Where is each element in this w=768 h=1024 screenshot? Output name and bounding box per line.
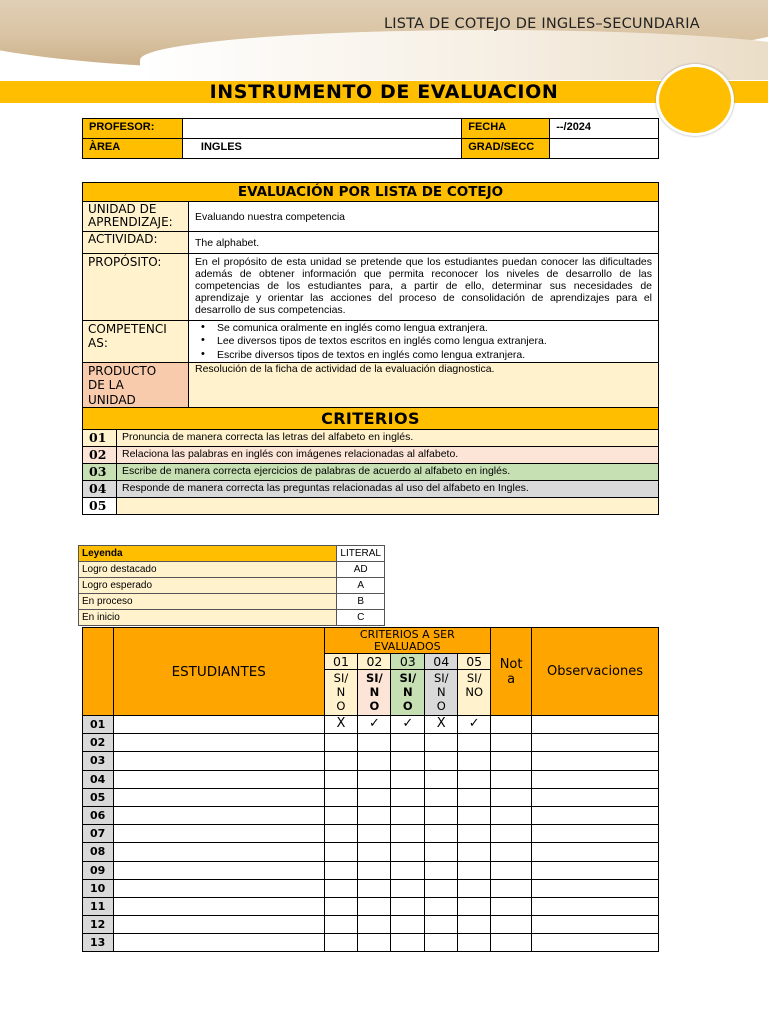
criterio-mark-cell[interactable] [425, 897, 458, 915]
criterio-mark-cell[interactable] [358, 861, 391, 879]
criterio-mark-cell[interactable] [458, 825, 491, 843]
student-name-cell[interactable] [113, 825, 324, 843]
criterio-col-number: 02 [358, 654, 391, 670]
producto-label-line3: UNIDAD [88, 392, 136, 407]
legend-label: En proceso [79, 594, 337, 610]
observaciones-cell[interactable] [532, 879, 659, 897]
estudiantes-header: ESTUDIANTES [113, 628, 324, 716]
criterio-col-number: 04 [425, 654, 458, 670]
si-no-text: O [402, 699, 413, 713]
criterios-header [324, 628, 491, 654]
criterio-mark-cell[interactable] [324, 934, 358, 952]
observaciones-cell[interactable] [532, 788, 659, 806]
student-name-cell[interactable] [113, 934, 324, 952]
criterio-text: Responde de manera correcta las preguntas relacionadas al uso del alfabeto en Ingles. [117, 481, 659, 498]
criterio-mark-cell[interactable] [324, 861, 358, 879]
student-row-number: 12 [83, 916, 114, 934]
criterio-mark-cell[interactable]: X [324, 716, 358, 734]
student-row-number: 10 [83, 879, 114, 897]
criterio-mark-cell[interactable] [391, 752, 425, 770]
criterio-mark-cell[interactable] [324, 734, 358, 752]
nota-cell[interactable] [491, 879, 532, 897]
student-name-cell[interactable] [113, 861, 324, 879]
criterio-mark-cell[interactable] [458, 770, 491, 788]
student-name-cell[interactable] [113, 716, 324, 734]
actividad-label: ACTIVIDAD: [83, 232, 189, 254]
student-row [83, 806, 659, 824]
criterio-mark-cell[interactable] [458, 752, 491, 770]
criterio-number: 01 [83, 430, 117, 447]
criterio-mark-cell[interactable] [425, 752, 458, 770]
student-row-number: 04 [83, 770, 114, 788]
criterio-mark-cell[interactable] [425, 825, 458, 843]
student-row-number: 01 [83, 716, 114, 734]
nota-header-line2: a [507, 671, 516, 687]
criterio-mark-cell[interactable] [425, 788, 458, 806]
fecha-label: FECHA [462, 119, 550, 139]
nota-cell[interactable] [491, 897, 532, 915]
producto-label-line2: DE LA [88, 378, 124, 393]
criterio-mark-cell[interactable] [324, 897, 358, 915]
criterio-mark-cell[interactable] [391, 806, 425, 824]
unidad-value[interactable]: Evaluando nuestra competencia [189, 202, 659, 232]
evaluation-table [82, 182, 659, 515]
legend-header: Leyenda [79, 546, 337, 562]
competencia-item: • Lee diversos tipos de textos escritos en inglés como lengua extranjera. [195, 335, 652, 348]
student-row-number: 05 [83, 788, 114, 806]
criterio-mark-cell[interactable] [358, 770, 391, 788]
criterio-mark-cell[interactable] [358, 916, 391, 934]
competencias-label-line2: AS: [88, 336, 108, 350]
criterios-title: CRITERIOS [83, 408, 659, 430]
competencia-item: • Escribe diversos tipos de textos en inglés como lengua extranjera. [195, 349, 652, 362]
student-name-cell[interactable] [113, 788, 324, 806]
criterio-mark-cell[interactable] [391, 861, 425, 879]
criterio-mark-cell[interactable]: X [425, 716, 458, 734]
si-no-text: O [336, 699, 346, 713]
legend-value: C [337, 610, 385, 626]
criterio-mark-cell[interactable] [458, 734, 491, 752]
observaciones-cell[interactable] [532, 861, 659, 879]
criterio-mark-cell[interactable] [458, 843, 491, 861]
si-no-header [391, 670, 425, 716]
criterio-mark-cell[interactable] [458, 788, 491, 806]
observaciones-cell[interactable] [532, 825, 659, 843]
proposito-value[interactable]: En el propósito de esta unidad se pretende que los estudiantes puedan conocer las dificultades además de obtener información que permita reconocer los niveles de desarrollo de las competencias de los estudiantes para, a partir de ello, determinar sus necesidades de aprendizaje y orientar las acciones del proceso de consolidación de aprendizajes para el desarrollo de sus competencias. [189, 254, 659, 321]
unidad-label [83, 202, 189, 232]
student-row [83, 716, 659, 734]
competencias-label-line1: COMPETENCI [88, 322, 167, 336]
si-no-text: NO [465, 685, 483, 699]
criterio-mark-cell[interactable] [391, 843, 425, 861]
nota-cell[interactable] [491, 716, 532, 734]
student-row [83, 734, 659, 752]
student-name-cell[interactable] [113, 734, 324, 752]
si-no-text: N [403, 685, 413, 699]
observaciones-cell[interactable] [532, 897, 659, 915]
student-row [83, 825, 659, 843]
si-no-text: N [436, 685, 446, 699]
competencias-list [189, 321, 659, 363]
observaciones-header: Observaciones [532, 628, 659, 716]
unidad-label-line1: UNIDAD DE [88, 202, 157, 216]
criterio-mark-cell[interactable] [324, 843, 358, 861]
criterio-mark-cell[interactable] [391, 788, 425, 806]
evaluation-title: EVALUACIÓN POR LISTA DE COTEJO [83, 183, 659, 202]
criterio-mark-cell[interactable]: ✓ [358, 716, 391, 734]
criterio-mark-cell[interactable] [425, 934, 458, 952]
observaciones-cell[interactable] [532, 843, 659, 861]
criterio-mark-cell[interactable] [324, 916, 358, 934]
student-row [83, 916, 659, 934]
header-background [0, 0, 768, 80]
producto-label-line1: PRODUCTO [88, 363, 157, 378]
nota-cell[interactable] [491, 843, 532, 861]
si-no-text: O [369, 699, 380, 713]
legend-value: A [337, 578, 385, 594]
header-number-cell [83, 628, 114, 716]
criterio-mark-cell[interactable] [358, 934, 391, 952]
criterio-mark-cell[interactable] [324, 825, 358, 843]
criterio-mark-cell[interactable] [425, 879, 458, 897]
proposito-label: PROPÓSITO: [83, 254, 189, 321]
criterio-text[interactable] [117, 498, 659, 515]
criterio-mark-cell[interactable] [391, 897, 425, 915]
criterio-mark-cell[interactable] [358, 788, 391, 806]
nota-cell[interactable] [491, 934, 532, 952]
criterio-col-number: 03 [391, 654, 425, 670]
student-row [83, 879, 659, 897]
criterio-mark-cell[interactable] [458, 916, 491, 934]
criterio-mark-cell[interactable] [458, 934, 491, 952]
producto-label [83, 362, 189, 408]
criterio-mark-cell[interactable] [324, 879, 358, 897]
criterio-mark-cell[interactable] [391, 770, 425, 788]
legend-value: AD [337, 562, 385, 578]
observaciones-cell[interactable] [532, 934, 659, 952]
criterio-mark-cell[interactable] [391, 934, 425, 952]
criterio-mark-cell[interactable] [458, 879, 491, 897]
criterio-text: Pronuncia de manera correcta las letras del alfabeto en inglés. [117, 430, 659, 447]
student-row-number: 08 [83, 843, 114, 861]
student-name-cell[interactable] [113, 916, 324, 934]
student-row [83, 861, 659, 879]
student-row [83, 752, 659, 770]
si-no-header [324, 670, 358, 716]
criterio-mark-cell[interactable] [391, 825, 425, 843]
criterio-mark-cell[interactable] [358, 897, 391, 915]
criterio-mark-cell[interactable] [358, 825, 391, 843]
criterio-mark-cell[interactable] [425, 734, 458, 752]
si-no-text: SI/ [366, 671, 383, 685]
criterio-text: Escribe de manera correcta ejercicios de palabras de acuerdo al alfabeto en inglés. [117, 464, 659, 481]
nota-cell[interactable] [491, 916, 532, 934]
legend-label: Logro destacado [79, 562, 337, 578]
nota-cell[interactable] [491, 825, 532, 843]
criterio-mark-cell[interactable] [358, 806, 391, 824]
student-name-cell[interactable] [113, 897, 324, 915]
competencias-label [83, 321, 189, 363]
student-row [83, 897, 659, 915]
unidad-label-line2: APRENDIZAJE: [88, 215, 173, 229]
students-table [82, 627, 659, 952]
criterio-mark-cell[interactable] [425, 806, 458, 824]
student-row-number: 07 [83, 825, 114, 843]
page-title: INSTRUMENTO DE EVALUACION [209, 81, 559, 103]
observaciones-cell[interactable] [532, 734, 659, 752]
si-no-text: O [436, 699, 446, 713]
observaciones-cell[interactable] [532, 806, 659, 824]
nota-cell[interactable] [491, 806, 532, 824]
criterio-mark-cell[interactable] [358, 752, 391, 770]
student-row-number: 13 [83, 934, 114, 952]
student-row-number: 11 [83, 897, 114, 915]
student-row-number: 09 [83, 861, 114, 879]
decorative-circle [656, 64, 734, 136]
criterio-number: 03 [83, 464, 117, 481]
criterio-mark-cell[interactable]: ✓ [391, 716, 425, 734]
observaciones-cell[interactable] [532, 770, 659, 788]
criterio-mark-cell[interactable] [391, 879, 425, 897]
student-name-cell[interactable] [113, 752, 324, 770]
nota-cell[interactable] [491, 752, 532, 770]
si-no-header [458, 670, 491, 716]
si-no-header [358, 670, 391, 716]
student-row [83, 934, 659, 952]
student-row-number: 06 [83, 806, 114, 824]
legend-literal-header: LITERAL [337, 546, 385, 562]
legend-value: B [337, 594, 385, 610]
si-no-text: SI/ [399, 671, 417, 685]
legend-label: Logro esperado [79, 578, 337, 594]
criterios-header-line1: CRITERIOS A SER [359, 628, 455, 641]
criterio-mark-cell[interactable] [391, 734, 425, 752]
criterio-mark-cell[interactable] [324, 788, 358, 806]
nota-header [491, 628, 532, 716]
student-name-cell[interactable] [113, 879, 324, 897]
legend-table [78, 545, 385, 626]
criterio-number: 05 [83, 498, 117, 515]
nota-cell[interactable] [491, 734, 532, 752]
criterios-header-line2: EVALUADOS [374, 640, 441, 653]
criterio-mark-cell[interactable] [324, 752, 358, 770]
area-field[interactable]: INGLES [182, 139, 461, 159]
nota-cell[interactable] [491, 770, 532, 788]
fecha-field[interactable]: --/2024 [550, 119, 659, 139]
si-no-text: SI/ [433, 671, 449, 685]
criterio-text: Relaciona las palabras en inglés con imágenes relacionadas al alfabeto. [117, 447, 659, 464]
competencia-item: • Se comunica oralmente en inglés como lengua extranjera. [195, 322, 652, 335]
criterio-mark-cell[interactable] [458, 897, 491, 915]
area-label: ÀREA [83, 139, 183, 159]
si-no-text: SI/ [333, 671, 349, 685]
grado-field[interactable] [550, 139, 659, 159]
observaciones-cell[interactable] [532, 916, 659, 934]
criterio-number: 04 [83, 481, 117, 498]
criterio-mark-cell[interactable] [358, 734, 391, 752]
criterio-mark-cell[interactable] [425, 861, 458, 879]
document-title: LISTA DE COTEJO DE INGLES–SECUNDARIA [384, 16, 700, 32]
criterio-mark-cell[interactable] [458, 861, 491, 879]
observaciones-cell[interactable] [532, 752, 659, 770]
student-name-cell[interactable] [113, 843, 324, 861]
student-row [83, 843, 659, 861]
student-name-cell[interactable] [113, 770, 324, 788]
criterio-col-number: 05 [458, 654, 491, 670]
criterio-mark-cell[interactable] [391, 916, 425, 934]
criterio-mark-cell[interactable] [425, 843, 458, 861]
profesor-field[interactable] [182, 119, 461, 139]
criterio-mark-cell[interactable] [358, 879, 391, 897]
nota-header-line1: Not [499, 656, 523, 672]
student-row-number: 03 [83, 752, 114, 770]
teacher-info-table [82, 118, 659, 159]
grado-label: GRAD/SECC [462, 139, 550, 159]
criterio-col-number: 01 [324, 654, 358, 670]
legend-label: En inicio [79, 610, 337, 626]
criterio-mark-cell[interactable]: ✓ [458, 716, 491, 734]
si-no-text: SI/ [466, 671, 482, 685]
criterio-mark-cell[interactable] [425, 916, 458, 934]
si-no-text: N [369, 685, 380, 699]
student-row [83, 770, 659, 788]
producto-value[interactable]: Resolución de la ficha de actividad de la evaluación diagnostica. [189, 362, 659, 408]
criterio-mark-cell[interactable] [358, 843, 391, 861]
student-row-number: 02 [83, 734, 114, 752]
si-no-header [425, 670, 458, 716]
criterio-mark-cell[interactable] [425, 770, 458, 788]
si-no-text: N [336, 685, 346, 699]
criterio-mark-cell[interactable] [324, 770, 358, 788]
nota-cell[interactable] [491, 788, 532, 806]
observaciones-cell[interactable] [532, 716, 659, 734]
criterio-mark-cell[interactable] [458, 806, 491, 824]
actividad-value[interactable]: The alphabet. [189, 232, 659, 254]
criterio-number: 02 [83, 447, 117, 464]
student-name-cell[interactable] [113, 806, 324, 824]
criterio-mark-cell[interactable] [324, 806, 358, 824]
nota-cell[interactable] [491, 861, 532, 879]
student-row [83, 788, 659, 806]
profesor-label: PROFESOR: [83, 119, 183, 139]
